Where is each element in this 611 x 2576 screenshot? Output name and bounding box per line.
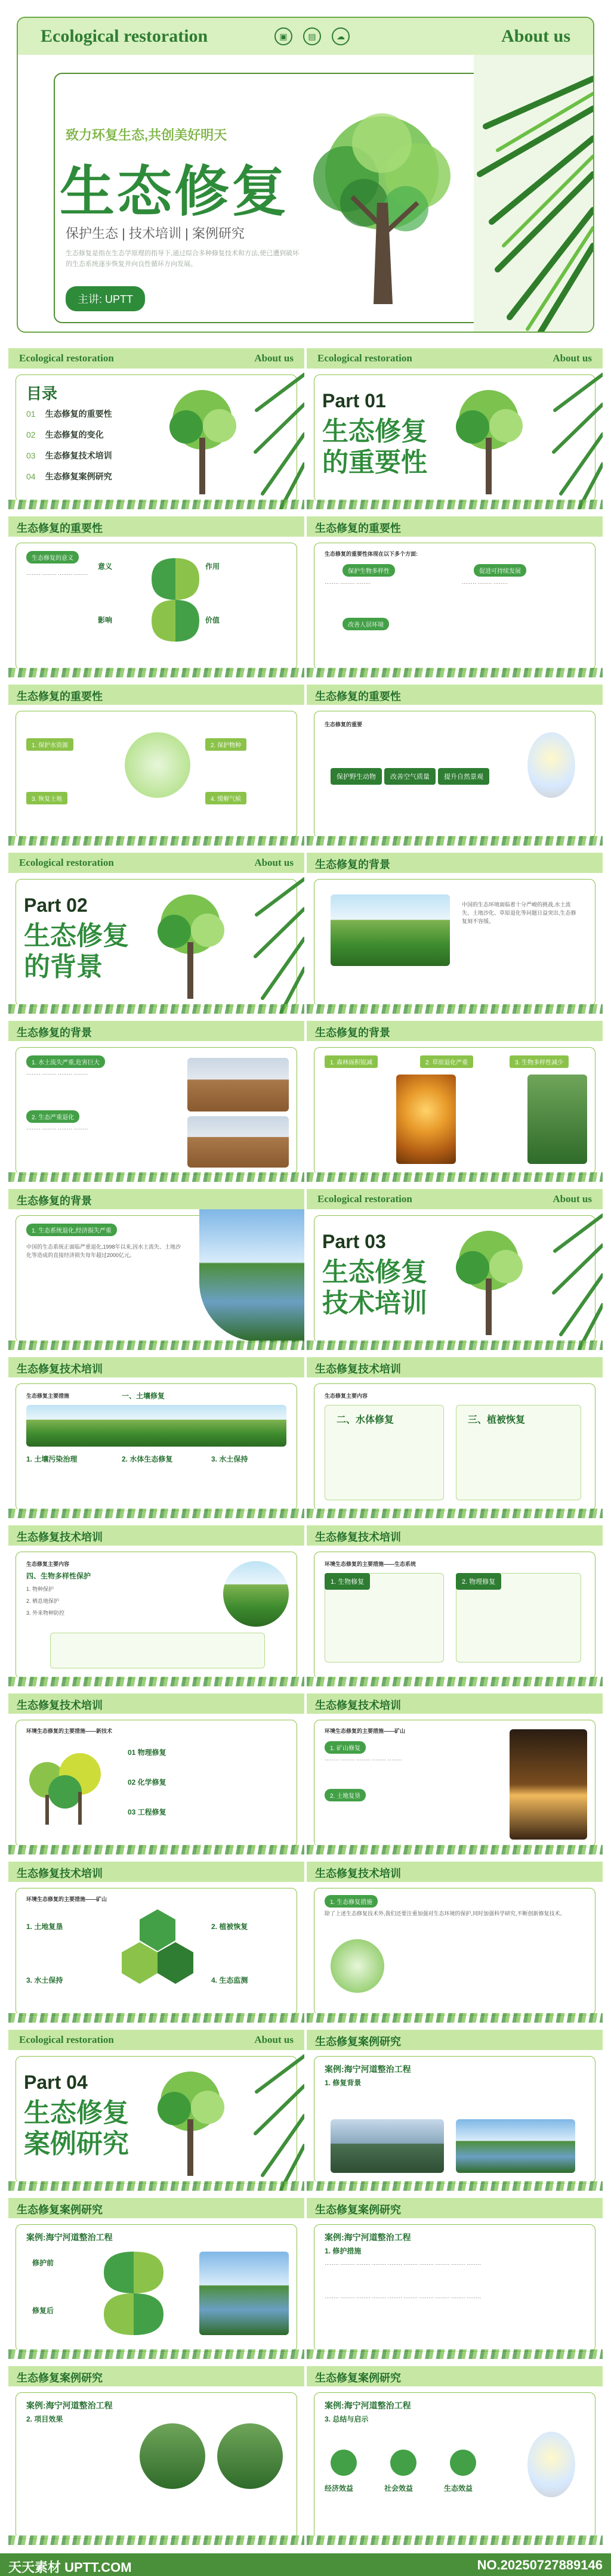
- subheading: 1. 修复背景: [325, 2079, 362, 2087]
- nature-photo: [223, 1561, 289, 1627]
- cover-description: 生态修复是指在生态学原理的指导下,通过综合多种修复技术和方法,使已遭到破坏的生态系统逐步恢复并向良性循环方向发展。: [66, 250, 300, 268]
- card-header: 2. 物理修复: [456, 1573, 501, 1590]
- tag-pill: 1. 森林面积锐减: [325, 1055, 378, 1068]
- slide-about[interactable]: About us: [553, 1193, 592, 1205]
- body-text: ········ ········ ········ ········ ········ ········ ········ ········ ········ ········: [325, 2295, 482, 2301]
- cover-slide: [17, 17, 594, 333]
- watermark-left: 天天素材 UPTT.COM: [8, 2560, 132, 2575]
- section-heading: 生态修复技术培训: [315, 1868, 401, 1880]
- tag-pill: 改善人居环境: [342, 618, 389, 630]
- slide-training-1: [8, 1357, 304, 1518]
- part-number: Part 03: [322, 1231, 386, 1252]
- part-number: Part 01: [322, 390, 386, 411]
- tree-icon: [152, 2066, 229, 2179]
- tag-pill: 促进可持续发展: [474, 564, 526, 577]
- slide-case-1: [307, 2030, 603, 2191]
- toc-item-3[interactable]: 03 生态修复技术培训: [26, 451, 112, 460]
- body-text: ········ ········ ········ ········ ········: [325, 1757, 402, 1763]
- benefit-label: 社会效益: [384, 2484, 413, 2493]
- case-title: 案例:海宁河道整治工程: [325, 2233, 411, 2242]
- tag-pill: 4. 缓解气候: [205, 792, 246, 804]
- wetland-photo: [199, 1209, 304, 1342]
- benefit-icon: [331, 2450, 357, 2476]
- item-label: 3. 水土保持: [26, 1976, 63, 1984]
- intro-text: 环境生态修复的主要措施——生态系统: [325, 1561, 416, 1567]
- label-text: 价值: [205, 616, 220, 624]
- brand-title: Ecological restoration: [41, 26, 208, 46]
- intro-text: 环境生态修复的主要措施——矿山: [325, 1728, 406, 1734]
- speaker-badge: 主讲: UPTT: [66, 286, 145, 311]
- slide-training-8: [307, 1862, 603, 2023]
- benefit-icon: [390, 2450, 416, 2476]
- case-title: 案例:海宁河道整治工程: [325, 2401, 411, 2410]
- item-label: 4. 生态监测: [211, 1976, 248, 1984]
- diamond-item: 改善空气质量: [384, 768, 436, 785]
- label-text: 作用: [205, 562, 220, 571]
- body-text: 中国的生态系统正面临严重退化,1998年以来,因水土流失、土地沙化等造成的直接经济损失每年超过2000亿元。: [26, 1244, 181, 1258]
- tag-pill: 3. 生物多样性减少: [510, 1055, 569, 1068]
- hexagon-cluster-icon: [122, 1909, 193, 1999]
- body-text: ········ ········ ········: [325, 580, 371, 586]
- briefcase-icon: ▣: [274, 27, 292, 45]
- tree-icon: [152, 888, 229, 1002]
- tag-pill: 2. 土地复垦: [325, 1789, 366, 1801]
- body-text: ········ ········ ········ ········: [26, 1071, 88, 1077]
- toc-title: 目录: [26, 385, 58, 402]
- tag-pill: 3. 恢复土地: [26, 792, 67, 804]
- slide-importance-3: [8, 685, 304, 846]
- globe-icon: [331, 1939, 384, 1993]
- diamond-item: 保护野生动物: [331, 768, 382, 785]
- intro-text: 环境生态修复的主要措施——矿山: [26, 1896, 107, 1902]
- palm-leaf-decoration: [251, 873, 304, 1014]
- earth-in-hands-icon: [125, 732, 190, 798]
- slide-importance-2: [307, 516, 603, 677]
- slide-about[interactable]: About us: [254, 2034, 294, 2045]
- list-item: 3. 外来物种防控: [26, 1610, 65, 1616]
- watermark-right: NO.20250727889146: [477, 2558, 603, 2572]
- cover-icon-group: [274, 27, 350, 45]
- section-heading: 生态修复技术培训: [315, 1699, 401, 1711]
- slide-part-04: [8, 2030, 304, 2191]
- subheading: 一、土壤修复: [122, 1392, 165, 1400]
- landscape-photo: [26, 1405, 286, 1447]
- section-heading: 生态修复案例研究: [17, 2372, 103, 2384]
- slide-case-4: [8, 2366, 304, 2545]
- body-text: 除了上述生态修复技术外,我们还要注重加强对生态环境的保护,同时加强科学研究,不断创新修复技术。: [325, 1911, 566, 1916]
- part-title: 生态修复技术培训: [322, 1258, 427, 1318]
- slide-part-03: [307, 1189, 603, 1350]
- lion-photo: [187, 1116, 289, 1168]
- tag-pill: 2. 草原退化严重: [420, 1055, 473, 1068]
- wildfire-photo: [396, 1075, 456, 1164]
- step-label: 01 物理修复: [128, 1748, 166, 1757]
- card-title: 三、植被恢复: [468, 1415, 526, 1425]
- intro-text: 生态修复主要内容: [26, 1561, 70, 1567]
- palm-leaf-decoration: [474, 55, 593, 333]
- slide-brand: Ecological restoration: [19, 352, 114, 364]
- section-heading: 生态修复的重要性: [315, 522, 401, 534]
- body-text: 中国的生态环境面临着十分严峻的挑战,水土流失、土地沙化、草原退化等问题日益突出,生态修复刻不容缓。: [462, 902, 576, 924]
- palm-leaf-decoration: [549, 1209, 603, 1350]
- about-us-link[interactable]: About us: [501, 26, 570, 46]
- label-text: 影响: [98, 616, 113, 624]
- case-title: 案例:海宁河道整治工程: [325, 2064, 411, 2074]
- section-heading: 生态修复的重要性: [17, 691, 103, 702]
- slide-importance-1: [8, 516, 304, 677]
- subheading: 四、生物多样性保护: [26, 1572, 91, 1580]
- toc-item-1[interactable]: 01 生态修复的重要性: [26, 409, 112, 419]
- card-title: 二、水体修复: [337, 1415, 394, 1425]
- section-heading: 生态修复的重要性: [17, 522, 103, 534]
- item-label: 2. 植被恢复: [211, 1922, 248, 1931]
- step-label: 02 化学修复: [128, 1778, 166, 1787]
- section-heading: 生态修复技术培训: [17, 1531, 103, 1543]
- slide-about[interactable]: About us: [254, 352, 294, 364]
- slide-brand: Ecological restoration: [317, 352, 412, 364]
- subheading: 1. 修护措施: [325, 2247, 362, 2255]
- toc-item-2[interactable]: 02 生态修复的变化: [26, 430, 104, 439]
- palm-leaf-decoration: [251, 369, 304, 509]
- river-before-photo: [331, 2119, 444, 2173]
- intro-text: 生态修复的重要性体现在以下多个方面:: [325, 551, 418, 557]
- section-heading: 生态修复的背景: [315, 1027, 390, 1039]
- slide-brand: Ecological restoration: [317, 1193, 412, 1205]
- slide-background-4: [8, 1189, 304, 1350]
- green-field-photo: [331, 894, 450, 966]
- subheading: 2. 项目效果: [26, 2415, 63, 2423]
- tag-pill: 1. 生态系统退化,经济损失严重: [26, 1224, 117, 1236]
- slide-background-1: [307, 853, 603, 1014]
- tree-icon: [450, 1225, 527, 1338]
- section-heading: 生态修复的重要性: [315, 691, 401, 702]
- section-heading: 生态修复案例研究: [315, 2204, 401, 2216]
- river-after-photo: [456, 2119, 575, 2173]
- label-text: 意义: [98, 562, 113, 571]
- list-item: 1. 物种保护: [26, 1586, 54, 1592]
- slide-part-01: [307, 348, 603, 509]
- clover-leaf-icon: [104, 2252, 163, 2335]
- tag-pill: 2. 保护物种: [205, 738, 246, 751]
- tag-pill: 1. 生态修复措施: [325, 1895, 378, 1908]
- palm-leaf-decoration: [549, 369, 603, 509]
- panda-photo: [217, 2423, 283, 2489]
- part-number: Part 04: [24, 2072, 88, 2093]
- dry-land-photo: [187, 1058, 289, 1111]
- section-heading: 生态修复技术培训: [315, 1363, 401, 1375]
- lightbulb-plant-icon: [527, 2432, 575, 2497]
- slide-importance-4: [307, 685, 603, 846]
- list-item: 2. 栖息地保护: [26, 1598, 60, 1604]
- diamond-item: 提升自然景观: [438, 768, 489, 785]
- slide-part-02: [8, 853, 304, 1014]
- slide-toc: [8, 348, 304, 509]
- slide-case-3: [307, 2198, 603, 2359]
- mine-tunnel-photo: [510, 1729, 587, 1840]
- section-heading: 生态修复案例研究: [315, 2372, 401, 2384]
- part-title: 生态修复的背景: [24, 921, 129, 982]
- lightbulb-plant-icon: [527, 732, 575, 798]
- part-title: 生态修复的重要性: [322, 417, 427, 477]
- tag-pill: 保护生物多样性: [342, 564, 395, 577]
- hand-tree-illustration: [298, 107, 465, 310]
- item-label: 3. 水土保持: [211, 1455, 248, 1463]
- item-label: 1. 土壤污染治理: [26, 1455, 78, 1463]
- body-text: ········ ········ ········ ········ ········ ········ ········ ········ ········ ········: [325, 2261, 482, 2267]
- slide-training-3: [8, 1525, 304, 1686]
- slide-training-4: [307, 1525, 603, 1686]
- section-heading: 生态修复的背景: [17, 1027, 92, 1039]
- clover-leaf-icon: [152, 558, 199, 642]
- slide-training-6: [307, 1693, 603, 1854]
- cloud-download-icon: ☁: [332, 27, 350, 45]
- part-title: 生态修复案例研究: [24, 2098, 129, 2159]
- cover-tags: 保护生态 | 技术培训 | 案例研究: [66, 226, 245, 241]
- section-heading: 生态修复的背景: [315, 859, 390, 871]
- tree-icon: [163, 384, 241, 497]
- section-heading: 生态修复技术培训: [315, 1531, 401, 1543]
- card-header: 1. 生物修复: [325, 1573, 370, 1590]
- part-number: Part 02: [24, 894, 88, 916]
- slide-background-3: [307, 1021, 603, 1182]
- item-label: 1. 土地复垦: [26, 1922, 63, 1931]
- slide-background-2: [8, 1021, 304, 1182]
- slide-about[interactable]: About us: [254, 857, 294, 868]
- printer-icon: ▤: [303, 27, 321, 45]
- section-heading: 生态修复的背景: [17, 1195, 92, 1207]
- intro-text: 生态修复主要措施: [26, 1393, 70, 1399]
- slide-training-5: [8, 1693, 304, 1854]
- tag-pill: 1. 矿山修复: [325, 1741, 366, 1754]
- slide-training-7: [8, 1862, 304, 2023]
- palm-leaf-decoration: [251, 2050, 304, 2191]
- cover-header-bar: [18, 18, 593, 55]
- case-title: 案例:海宁河道整治工程: [26, 2233, 113, 2242]
- case-title: 案例:海宁河道整治工程: [26, 2401, 113, 2410]
- trees-illustration: [26, 1747, 110, 1831]
- panda-photo: [527, 1075, 587, 1164]
- body-text: ········ ········ ········ ········: [26, 1126, 88, 1132]
- intro-text: 生态修复的重要: [325, 722, 363, 727]
- tag-pill: 2. 生态严重退化: [26, 1110, 79, 1123]
- slide-about[interactable]: About us: [553, 352, 592, 364]
- tree-icon: [450, 384, 527, 497]
- section-heading: 生态修复技术培训: [17, 1868, 103, 1880]
- restored-river-photo: [199, 2252, 289, 2335]
- benefit-icon: [450, 2450, 476, 2476]
- slide-brand: Ecological restoration: [19, 857, 114, 868]
- toc-item-4[interactable]: 04 生态修复案例研究: [26, 472, 112, 481]
- slide-case-5: [307, 2366, 603, 2545]
- note-card: [50, 1633, 265, 1668]
- tag-pill: 1. 水土流失严重,危害巨大: [26, 1055, 105, 1068]
- tag-pill: 生态修复的意义: [26, 551, 79, 564]
- section-heading: 生态修复技术培训: [17, 1699, 103, 1711]
- subheading: 3. 总结与启示: [325, 2415, 369, 2423]
- item-label: 2. 水体生态修复: [122, 1455, 173, 1463]
- section-heading: 生态修复案例研究: [17, 2204, 103, 2216]
- intro-text: 环境生态修复的主要措施——新技术: [26, 1728, 113, 1734]
- cover-title: 生态修复: [60, 160, 289, 224]
- section-heading: 生态修复案例研究: [315, 2036, 401, 2048]
- step-label: 03 工程修复: [128, 1808, 166, 1816]
- panda-photo: [140, 2423, 205, 2489]
- slide-training-2: [307, 1357, 603, 1518]
- benefit-label: 生态效益: [444, 2484, 473, 2493]
- benefit-label: 经济效益: [325, 2484, 354, 2493]
- section-heading: 生态修复技术培训: [17, 1363, 103, 1375]
- intro-text: 生态修复主要内容: [325, 1393, 368, 1399]
- body-text: ········ ········ ········ ········: [26, 571, 88, 577]
- slide-brand: Ecological restoration: [19, 2034, 114, 2045]
- compare-label: 修护前: [32, 2259, 54, 2267]
- body-text: ········ ········ ········: [462, 580, 508, 586]
- compare-label: 修复后: [32, 2306, 54, 2315]
- cover-slogan: 致力环复生态,共创美好明天: [66, 128, 227, 143]
- slide-case-2: [8, 2198, 304, 2359]
- tag-pill: 1. 保护水资源: [26, 738, 73, 751]
